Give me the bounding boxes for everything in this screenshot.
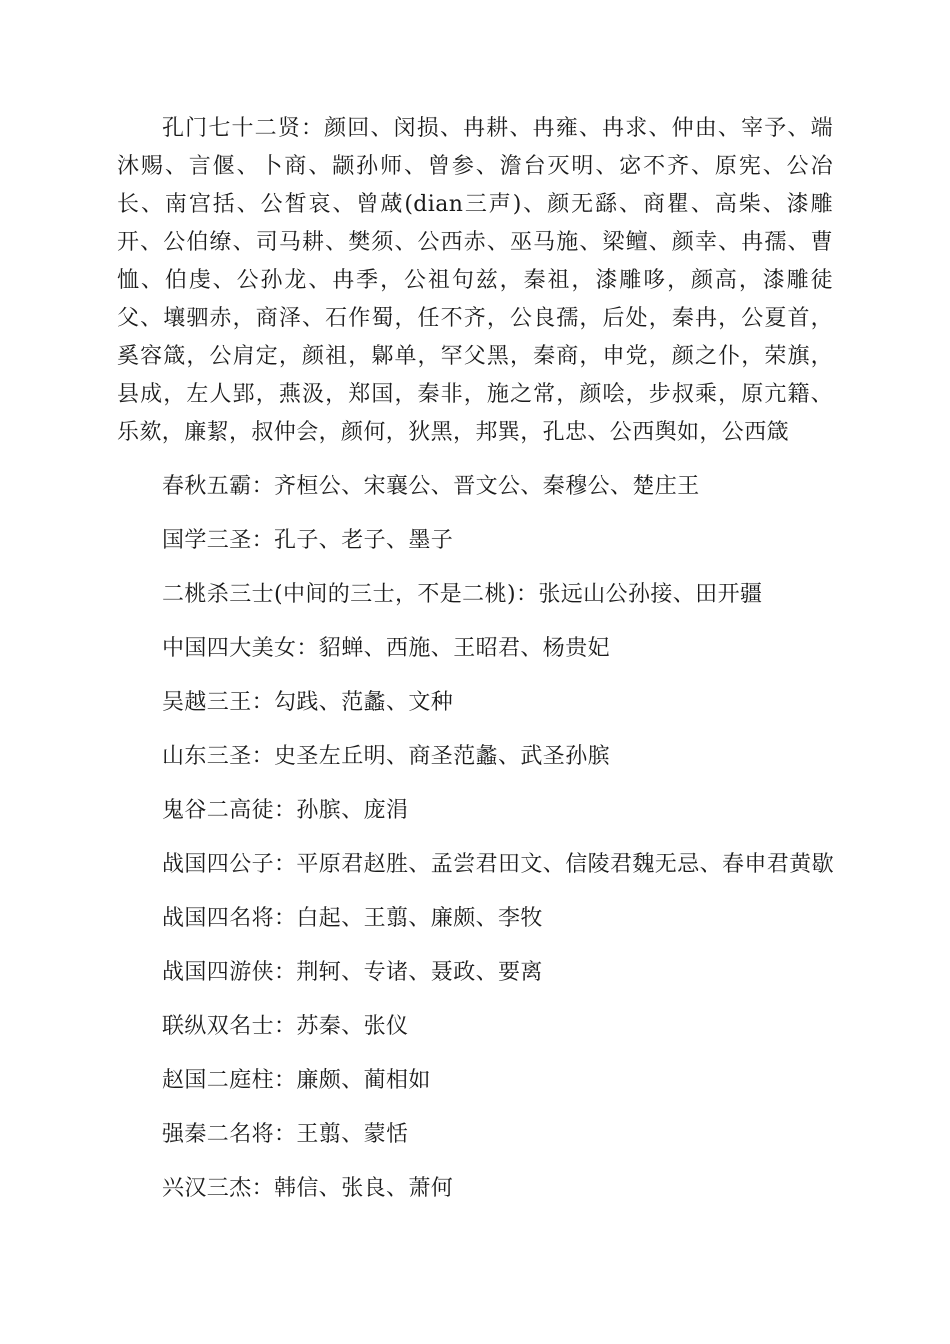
- list-item: 山东三圣：史圣左丘明、商圣范蠡、武圣孙膑: [162, 744, 611, 769]
- list-item: 春秋五霸：齐桓公、宋襄公、晋文公、秦穆公、楚庄王: [162, 474, 700, 499]
- document-page: [117, 110, 833, 1224]
- list-item: 战国四公子：平原君赵胜、孟尝君田文、信陵君魏无忌、春申君黄歇: [162, 852, 835, 877]
- list-item: 中国四大美女：貂蝉、西施、王昭君、杨贵妃: [162, 636, 611, 661]
- list-item: 二桃杀三士(中间的三士，不是二桃)：张远山公孙接、田开疆: [162, 582, 763, 607]
- list-item: 国学三圣：孔子、老子、墨子: [162, 528, 454, 553]
- list-item: 兴汉三杰：韩信、张良、萧何: [162, 1176, 454, 1201]
- list-item: 战国四名将：白起、王翦、廉颇、李牧: [162, 906, 543, 931]
- list: [117, 468, 833, 1208]
- list-item: 鬼谷二高徒：孙膑、庞涓: [162, 798, 409, 823]
- intro-paragraph: 孔门七十二贤：颜回、闵损、冉耕、冉雍、冉求、仲由、宰予、端沐赐、言偃、卜商、颛孙师、曾参、澹台灭明、宓不齐、原宪、公冶长、南宫括、公皙哀、曾蒧(dian三声)、颜无繇、商瞿、高柴、漆雕开、公伯缭、司马耕、樊须、公西赤、巫马施、梁鳣、颜幸、冉孺、曹恤、伯虔、公孙龙、冉季，公祖句兹，秦祖，漆雕哆，颜高，漆雕徒父、壤驷赤，商泽、石作蜀，任不齐，公良孺，后处，秦冉，公夏首，奚容箴，公肩定，颜祖，鄡单，罕父黑，秦商，申党，颜之仆，荣旗，县成，左人郢，燕汲，郑国，秦非，施之常，颜哙，步叔乘，原亢籍、乐欬，廉絜，叔仲会，颜何，狄黑，邦巽，孔忠、公西舆如，公西箴: [117, 116, 833, 445]
- list-item: 战国四游侠：荆轲、专诸、聂政、要离: [162, 960, 543, 985]
- list-item: 吴越三王：勾践、范蠡、文种: [162, 690, 454, 715]
- list-item: 强秦二名将：王翦、蒙恬: [162, 1122, 409, 1147]
- list-item: 联纵双名士：苏秦、张仪: [162, 1014, 409, 1039]
- list-item: 赵国二庭柱：廉颇、蔺相如: [162, 1068, 431, 1093]
